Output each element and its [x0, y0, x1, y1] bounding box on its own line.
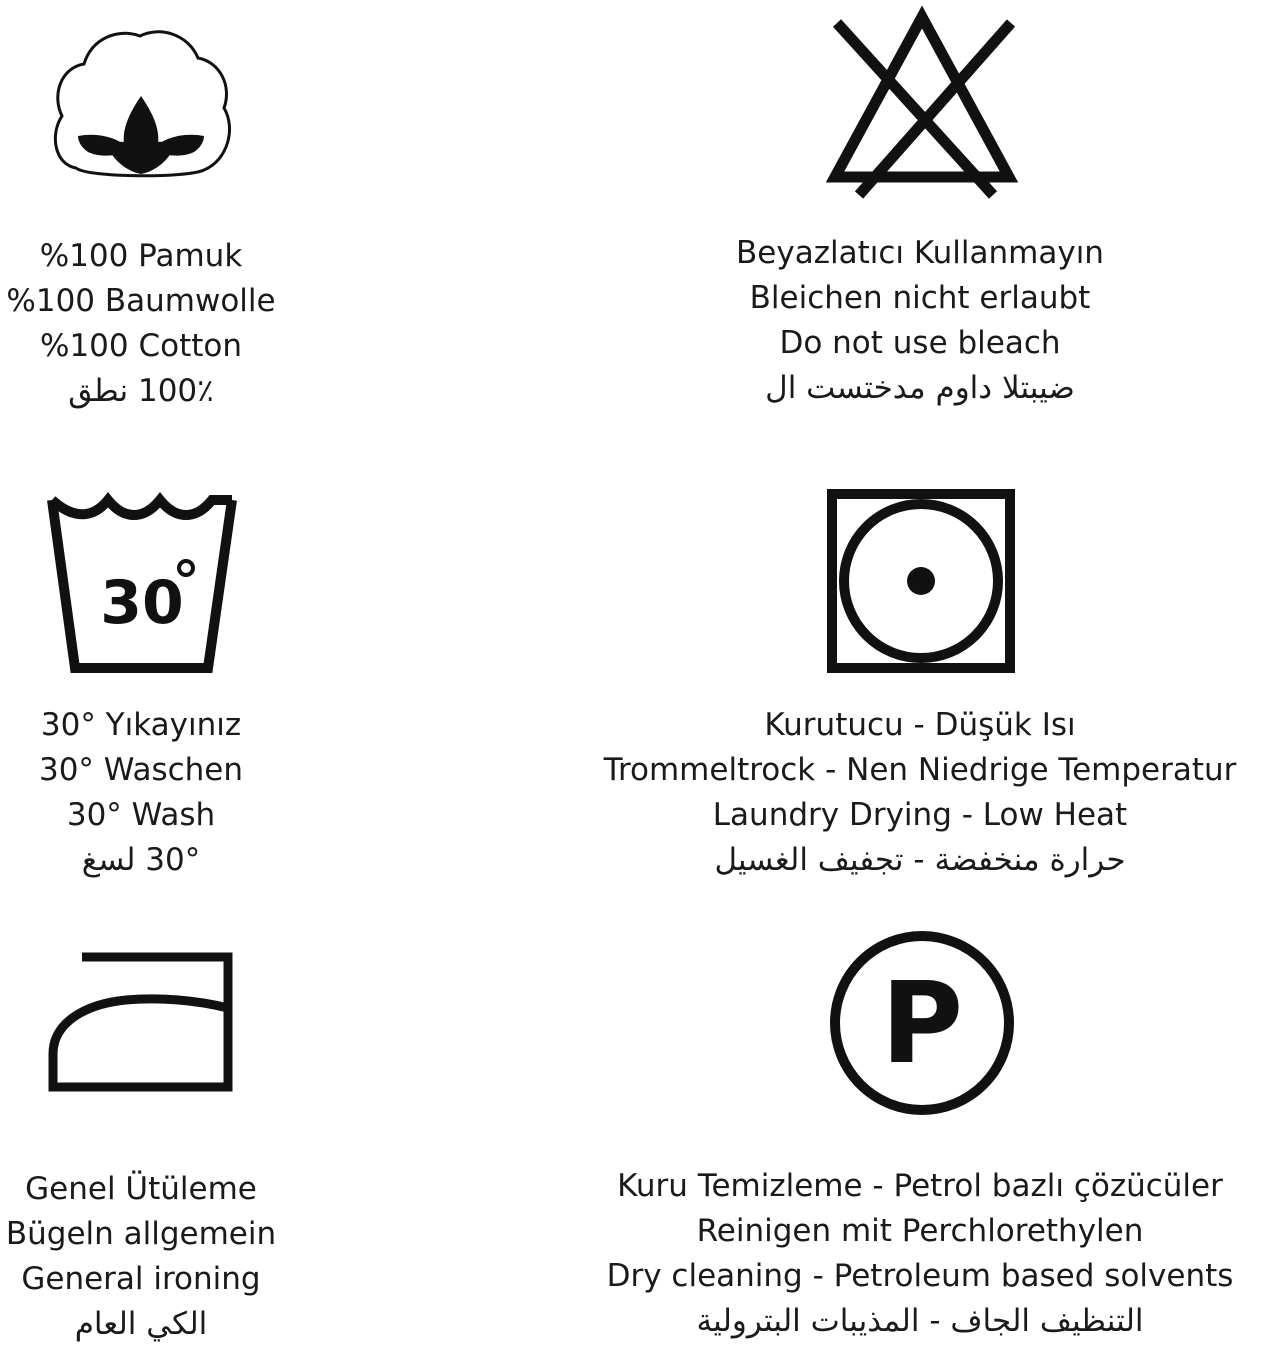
caption-line-ar: الكي العام: [74, 1306, 208, 1342]
caption-line-ar: ضيبتلا داوم مدختست ال: [765, 370, 1075, 406]
caption-line-tr: Kurutucu - Düşük Isı: [764, 707, 1076, 743]
do-not-bleach-icon: [825, 5, 1020, 200]
caption-line-de: %100 Baumwolle: [6, 283, 276, 319]
iron-icon: [46, 950, 238, 1096]
caption-line-de: Reinigen mit Perchlorethylen: [696, 1213, 1144, 1249]
wash-temperature-label: 30: [100, 568, 184, 638]
iron-caption: [0, 1167, 282, 1347]
caption-line-tr: Kuru Temizleme - Petrol bazlı çözücüler: [617, 1168, 1223, 1204]
bleach-caption: [560, 231, 1277, 411]
caption-line-ar: حرارة منخفضة - تجفيف الغسيل: [714, 842, 1126, 878]
caption-line-ar: التنظيف الجاف - المذيبات البترولية: [696, 1303, 1144, 1339]
caption-line-en: 30° Wash: [66, 797, 216, 833]
dry-clean-p-icon: [826, 927, 1018, 1119]
caption-line-de: 30° Waschen: [38, 752, 244, 788]
dry-clean-caption: [560, 1164, 1277, 1344]
caption-line-en: General ironing: [21, 1261, 261, 1297]
caption-line-tr: Beyazlatıcı Kullanmayın: [736, 235, 1104, 271]
caption-line-tr: %100 Pamuk: [39, 238, 243, 274]
cotton-caption: [0, 234, 282, 414]
tumble-dry-low-icon: [826, 488, 1016, 674]
dry-caption: [560, 703, 1277, 883]
cotton-flower-icon: [48, 24, 234, 180]
caption-line-en: Laundry Drying - Low Heat: [712, 797, 1128, 833]
wash-caption: [0, 703, 282, 883]
caption-line-ar: 100٪ نطق: [68, 373, 214, 409]
caption-line-de: Trommeltrock - Nen Niedrige Temperatur: [603, 752, 1237, 788]
caption-line-de: Bügeln allgemein: [5, 1216, 277, 1252]
caption-line-en: Dry cleaning - Petroleum based solvents: [606, 1258, 1234, 1294]
caption-line-en: Do not use bleach: [779, 325, 1061, 361]
caption-line-tr: Genel Ütüleme: [25, 1171, 257, 1207]
wash-30-icon: [44, 488, 240, 678]
caption-line-en: %100 Cotton: [39, 328, 242, 364]
caption-line-de: Bleichen nicht erlaubt: [749, 280, 1091, 316]
caption-line-tr: 30° Yıkayınız: [40, 707, 242, 743]
caption-line-ar: 30° لسغ: [81, 842, 201, 878]
dry-clean-letter: P: [880, 959, 964, 1089]
